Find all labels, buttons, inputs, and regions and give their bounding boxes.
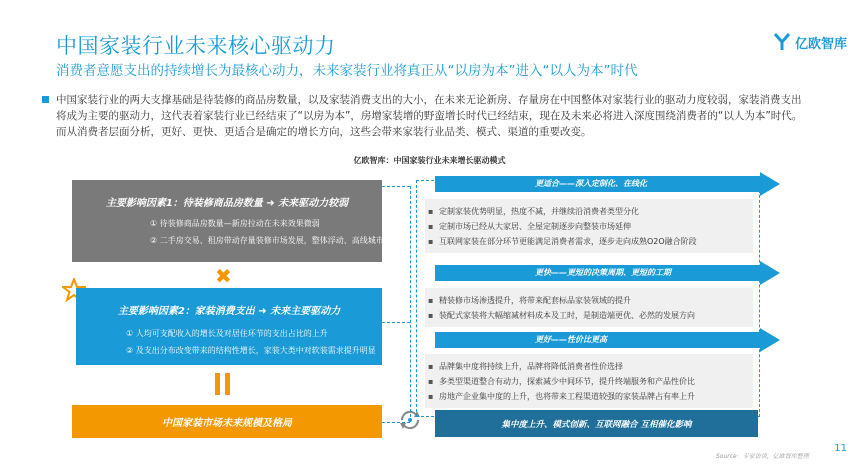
factor-2-title: 主要影响因素2：家装消费支出 ➜ 未来主要驱动力 [117, 306, 341, 317]
direction-arrow-label-wrap [435, 328, 780, 352]
direction-label: 更快——更短的决策周期、更短的工期 [535, 268, 671, 277]
direction-arrow-label-wrap [435, 172, 780, 196]
list-item: ▪ 房地产企业集中度的上升，也将带来工程渠道较强的家装品牌占有率上升 [439, 389, 743, 404]
brand-logo [773, 32, 847, 52]
square-bullet-icon [42, 96, 49, 103]
source-note: Source：专家访谈，亿欧智库整理 [716, 453, 809, 460]
connector-mid [382, 322, 410, 323]
page-title: 中国家装行业未来核心驱动力 [56, 34, 336, 58]
direction-label: 更好——性价比更高 [535, 335, 607, 344]
outcome-box: 集中度上升、模式创新、互联网融合 互相催化影响 [435, 410, 758, 437]
diagram-caption: 亿欧智库：中国家装行业未来增长驱动模式 [353, 156, 506, 165]
direction-arrow-label-wrap [435, 261, 780, 285]
factor-2-item: ② 及支出分布改变带来的结构性增长，家装大类中对软装需求提升明显 [126, 346, 376, 355]
connector-top [382, 186, 410, 187]
connector-bottom [382, 422, 410, 423]
connector-vertical [410, 186, 411, 422]
factor-1-item: ① 待装修商品房数量—新房拉动在未来效果微弱 [150, 219, 320, 228]
direction-list [425, 354, 753, 408]
factor-1-title: 主要影响因素1：待装修商品房数量 ➜ 未来驱动力较弱 [105, 198, 349, 209]
intro-paragraph [56, 92, 806, 140]
equals-icon [215, 373, 231, 395]
intro-text: 中国家装行业的两大支撑基础是待装修的商品房数量，以及家装消费支出的大小，在未来无论新房、存量房在中国整体对家装行业的驱动力度较弱，家装消费支出将成为主要的驱动力，这代表着家装行业已经结束了“以房为本”，房增家装增的野蛮增长时代已经结束，现在及未来必将进入深度围绕消费者的“以人为本”时代。而从消费者层面分析，更好、更快、更适合是确定的增长方向，这些会带来家装行业品类、模式、渠道的重要改变。 [56, 94, 803, 138]
factor-1-box [72, 180, 400, 262]
page-subtitle: 消费者意愿支出的持续增长为最核心动力，未来家装行业将真正从“以房为本”进入“以人为本”时代 [56, 63, 638, 79]
factor-1-item: ② 二手房交易、租房带动存量装修市场发展，整体浮动、高线城市强劲 [150, 236, 400, 245]
list-item: ▪ 装配式家装将大幅缩减材料成本及工时，是制造端更优、必然的发展方向 [439, 308, 743, 323]
list-item: ▪ 定制家装优势明显，热度不减，并继续沿消费者类型分化 [439, 204, 743, 219]
list-item: ▪ 精装修市场渗透提升，将带来配套标品家装领域的提升 [439, 293, 743, 308]
page-number: 11 [834, 443, 847, 454]
list-item: ▪ 定制市场已经从大家居、全屋定制逐步向整装市场延伸 [439, 219, 743, 234]
factor-2-item: ① 人均可支配收入的增长及对居住环节的支出占比的上升 [126, 329, 328, 338]
cross-icon: ✖ [215, 264, 232, 288]
direction-list [425, 199, 753, 253]
list-item: ▪ 多类型渠道整合有动力，探索减少中间环节，提升终端服务和产品性价比 [439, 374, 743, 389]
list-item: ▪ 互联网家装在部分环节更能满足消费者需求，逐步走向成熟O2O融合阶段 [439, 234, 743, 249]
direction-list [425, 288, 753, 327]
list-item: ▪ 品牌集中度将持续上升，品牌将降低消费者性价选择 [439, 359, 743, 374]
direction-label: 更适合——深入定制化、在线化 [535, 179, 647, 188]
brand-logo-icon [773, 32, 791, 52]
brand-logo-text: 亿欧智库 [794, 36, 847, 52]
factor-2-box [76, 288, 382, 365]
result-box: 中国家装市场未来规模及格局 [72, 405, 382, 438]
